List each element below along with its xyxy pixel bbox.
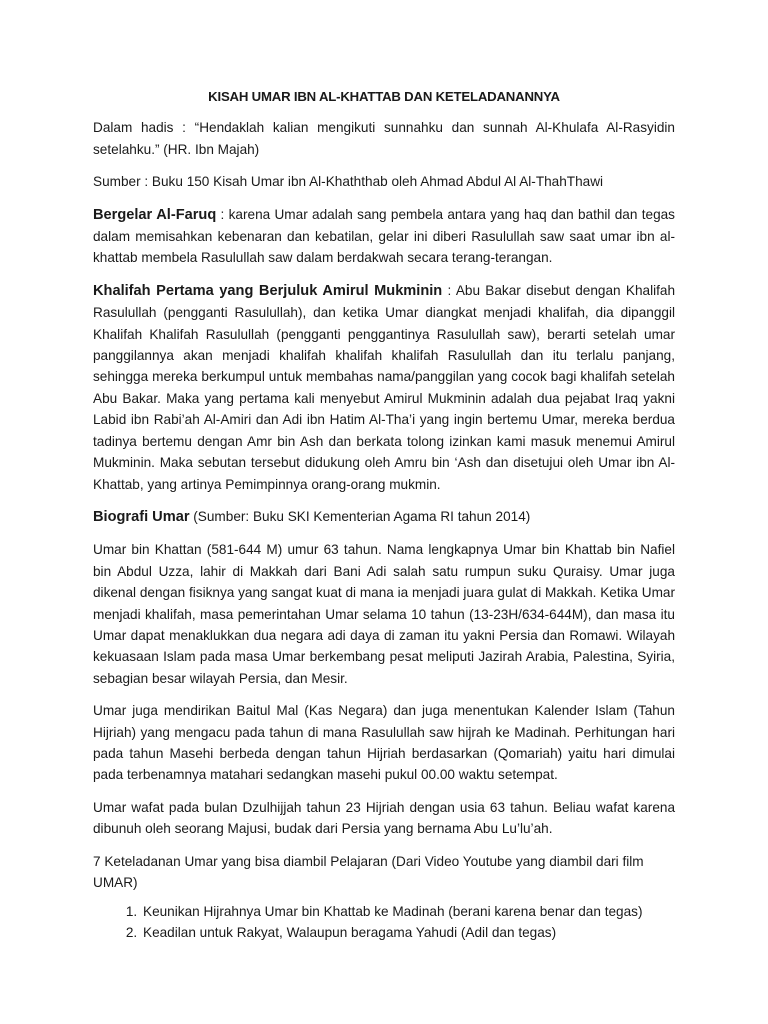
intro-paragraph: Dalam hadis : “Hendaklah kalian mengikuti sunnahku dan sunnah Al-Khulafa Al-Rasyidin setelahku.” (HR. Ibn Majah) [93, 120, 675, 157]
section-heading-al-faruq: Bergelar Al-Faruq [93, 206, 217, 223]
section-text-biografi-source: (Sumber: Buku SKI Kementerian Agama RI tahun 2014) [189, 508, 531, 524]
document-title: KISAH UMAR IBN AL-KHATTAB DAN KETELADANANNYA [208, 89, 560, 104]
section-amirul-mukminin [93, 280, 675, 495]
biography-paragraph-3: Umar wafat pada bulan Dzulhijjah tahun 23 Hijriah dengan usia 63 tahun. Beliau wafat karena dibunuh oleh seorang Majusi, budak dari Persia yang bernama Abu Lu’lu’ah. [93, 799, 675, 837]
section-text-amirul-mukminin: : Abu Bakar disebut dengan Khalifah Rasulullah (pengganti Rasulullah), dan ketika Umar diangkat menjadi khalifah, dia dipanggil Khalifah Khalifah Rasulullah (pengganti penggantinya Rasulullah saw), berarti setelah umar panggilannya akan menjadi khalifah khalifah khalifah Rasulullah dan itu terlalu panjang, sehingga mereka berkumpul untuk membahas nama/panggilan yang cocok bagi khalifah setelah Abu Bakar. Maka yang pertama kali menyebut Amirul Mukminin adalah dua pejabat Iraq yakni Labid ibn Rabi’ah Al-Amiri dan Adi ibn Hatim Al-Tha’i yang ingin bertemu Umar, mereka berdua tadinya bertemu dengan Amr bin Ash dan berkata tolong izinkan kami masuk menemui Amirul Mukminin. Maka sebutan tersebut didukung oleh Amru bin ‘Ash dan disetujui oleh Umar ibn Al-Khattab, yang artinya Pemimpinnya orang-orang mukmin. [93, 282, 675, 492]
source-paragraph: Sumber : Buku 150 Kisah Umar ibn Al-Khaththab oleh Ahmad Abdul Al Al-ThahThawi [93, 174, 604, 190]
lessons-intro: 7 Keteladanan Umar yang bisa diambil Pelajaran (Dari Video Youtube yang diambil dari film UMAR) [93, 853, 644, 890]
section-al-faruq [93, 204, 675, 269]
section-biografi [93, 506, 675, 528]
list-item: 2. Keadilan untuk Rakyat, Walaupun beragama Yahudi (Adil dan tegas) [141, 922, 675, 943]
list-item: 1. Keunikan Hijrahnya Umar bin Khattab ke Madinah (berani karena benar dan tegas) [141, 901, 675, 922]
biography-paragraph-1: Umar bin Khattan (581-644 M) umur 63 tahun. Nama lengkapnya Umar bin Khattab bin Nafiel bin Abdul Uzza, lahir di Makkah dari Bani Adi salah satu rumpun suku Quraisy. Umar juga dikenal dengan fisiknya yang sangat kuat di mana ia menjadi juara gulat di Makkah. Ketika Umar menjadi khalifah, masa pemerintahan Umar selama 10 tahun (13-23H/634-644M), dan masa itu Umar dapat menaklukkan dua negara adi daya di zaman itu yakni Persia dan Romawi. Wilayah kekuasaan Islam pada masa Umar berkembang pesat meliputi Jazirah Arabia, Palestina, Syiria, sebagian besar wilayah Persia, dan Mesir. [93, 542, 675, 686]
biography-paragraph-2: Umar juga mendirikan Baitul Mal (Kas Negara) dan juga menentukan Kalender Islam (Tahun Hijriah) yang mengacu pada tahun di mana Rasulullah saw hijrah ke Madinah. Perhitungan hari pada tahun Masehi berbeda dengan tahun Hijriah berdasarkan (Qomariah) yaitu hari dimulai pada terbenamnya matahari sedangkan masehi pukul 00.00 waktu setempat. [93, 703, 675, 783]
lessons-list [93, 901, 675, 943]
section-heading-amirul-mukminin: Khalifah Pertama yang Berjuluk Amirul Mukminin [93, 282, 443, 299]
document-page [93, 86, 675, 943]
section-text-al-faruq: : karena Umar adalah sang pembela antara yang haq dan bathil dan tegas dalam memisahkan kebenaran dan kebatilan, gelar ini diberi Rasulullah saw saat umar ibn al-khattab membela Rasulullah saw dalam berdakwah secara terang-terangan. [93, 206, 675, 266]
section-heading-biografi: Biografi Umar [93, 508, 190, 525]
